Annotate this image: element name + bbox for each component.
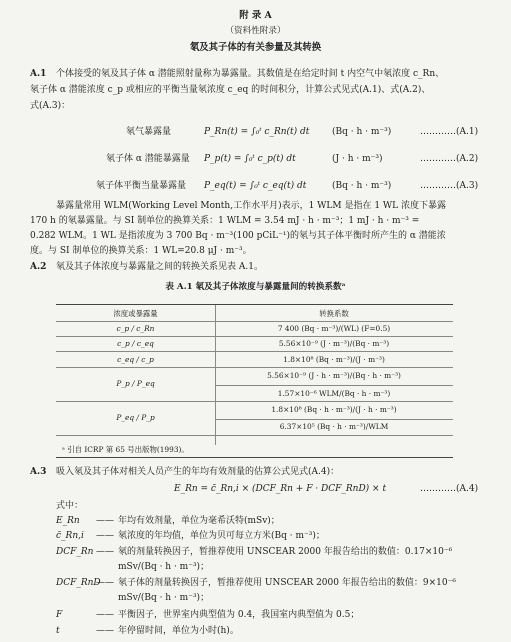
- def-symbol: DCF_RnD: [56, 578, 101, 588]
- def-text-continued: mSv/(Bq · h · m⁻³)；: [118, 562, 210, 572]
- table-divider: [56, 351, 453, 352]
- table-divider: [56, 321, 453, 322]
- section-a3-text: 吸入氡及其子体对相关人员产生的年均有效剂量的估算公式见式(A.4)：: [56, 467, 340, 477]
- def-symbol: t: [56, 626, 60, 636]
- table-cell: 7 400 (Bq · m⁻³)/(WL) (F=0.5): [277, 324, 391, 333]
- wlm-line: 度。与 SI 制单位的换算关系：1 WL=20.8 μJ · m⁻³。: [30, 246, 252, 256]
- formula-a4-expression: E_Rn = c̄_Rn,i × (DCF_Rn + F · DCF_RnD) × t: [174, 484, 387, 494]
- wlm-line: 0.282 WLM。1 WL 是指浓度为 3 700 Bq · m⁻³(100 pCiL⁻¹)的氡与其子体平衡时所产生的 α 潜能浓: [30, 231, 446, 241]
- section-a1-line: 个体接受的氡及其子体 α 潜能照射量称为暴露量。其数值是在给定时间 t 内空气中氡浓度 c_Rn、: [56, 69, 445, 79]
- table-cell: 5.56×10⁻⁹ (J · h · m⁻³)/(Bq · h · m⁻³): [267, 371, 401, 380]
- table-cell: 1.8×10⁸ (Bq · m⁻³)/(J · m⁻³): [283, 355, 385, 364]
- table-divider: [56, 401, 453, 402]
- table-divider: [56, 435, 453, 436]
- table-cell: 5.56×10⁻⁹ (J · m⁻³)/(Bq · m⁻³): [278, 339, 390, 348]
- section-a3-number: A.3: [30, 467, 47, 477]
- def-symbol: E_Rn: [56, 516, 80, 526]
- formula-number: …………(A.1): [420, 127, 479, 137]
- table-row-label: P_p / P_eq: [116, 379, 155, 388]
- def-text: 平衡因子，世界室内典型值为 0.4，我国室内典型值为 0.5；: [118, 610, 360, 620]
- appendix-label: 附 录 A: [239, 10, 272, 21]
- where-label: 式中：: [56, 501, 84, 511]
- formula-label: 氡气暴露量: [126, 127, 172, 137]
- def-symbol: c̄_Rn,i: [56, 531, 84, 541]
- table-caption: 表 A.1 氡及其子体浓度与暴露量间的转换系数ᵃ: [165, 282, 346, 292]
- def-text: 年停留时间，单位为小时(h)。: [118, 626, 239, 636]
- table-row-label: c_p / c_Rn: [116, 324, 155, 333]
- formula-a4-number: …………(A.4): [420, 484, 479, 494]
- formula-unit: (J · h · m⁻³): [332, 154, 383, 164]
- conversion-table: [56, 304, 453, 458]
- def-dash: ——: [96, 578, 114, 588]
- def-text-continued: mSv/(Bq · h · m⁻³)；: [118, 593, 210, 603]
- section-a2-text: 氡及其子体浓度与暴露量之间的转换关系见表 A.1。: [56, 262, 263, 272]
- def-dash: ——: [96, 610, 114, 620]
- table-footnote: ᵃ 引自 ICRP 第 65 号出版物(1993)。: [62, 445, 189, 454]
- table-divider: [56, 367, 453, 368]
- def-text: 氡子体的剂量转换因子，暂推荐使用 UNSCEAR 2000 年报告给出的数值：9×10⁻⁶: [118, 578, 456, 588]
- table-cell: 1.57×10⁻⁶ WLM/(Bq · h · m⁻³): [277, 389, 391, 398]
- def-text: 年均有效剂量，单位为毫希沃特(mSv)；: [118, 516, 280, 526]
- appendix-title: 氡及其子体的有关参量及其转换: [189, 42, 322, 53]
- table-row-label: c_p / c_eq: [117, 339, 154, 348]
- def-dash: ——: [96, 547, 114, 557]
- table-cell: 1.8×10⁸ (Bq · h · m⁻³)/(J · h · m⁻³): [271, 405, 397, 414]
- table-divider: [56, 336, 453, 337]
- def-dash: ——: [96, 531, 114, 541]
- section-a1-line: 式(A.3)：: [30, 101, 71, 111]
- formula-number: …………(A.2): [420, 154, 479, 164]
- section-a1-number: A.1: [30, 69, 47, 79]
- table-row-label: P_eq / P_p: [116, 413, 155, 422]
- formula-expression: P_Rn(t) = ∫₀ᵗ c_Rn(t) dt: [204, 127, 310, 137]
- wlm-line: 暴露量常用 WLM(Working Level Month,工作水平月)表示，1 WLM 是指在 1 WL 浓度下暴露: [56, 201, 447, 211]
- formula-unit: (Bq · h · m⁻³): [332, 181, 392, 191]
- table-divider: [215, 385, 453, 386]
- appendix-type: （资料性附录）: [225, 26, 286, 36]
- def-dash: ——: [96, 516, 114, 526]
- wlm-line: 170 h 的氡暴露量。与 SI 制单位的换算关系：1 WLM = 3.54 mJ · h · m⁻³；1 mJ · h · m⁻³ =: [30, 216, 420, 226]
- formula-label: 氡子体平衡当量暴露量: [96, 181, 187, 191]
- def-text: 氡浓度的年均值，单位为贝可每立方米(Bq · m⁻³)；: [118, 531, 325, 541]
- formula-expression: P_p(t) = ∫₀ᵗ c_p(t) dt: [204, 154, 296, 164]
- table-header-cell: 浓度或暴露量: [113, 309, 158, 318]
- section-a1-line: 氡子体 α 潜能浓度 c_p 或相应的平衡当量氡浓度 c_eq 的时间积分，计算公式见式(A.1)、式(A.2)、: [30, 85, 431, 95]
- table-row-label: c_eq / c_p: [117, 355, 154, 364]
- table-header-cell: 转换系数: [319, 309, 349, 318]
- def-symbol: F: [56, 610, 63, 620]
- def-symbol: DCF_Rn: [56, 547, 94, 557]
- section-a2-number: A.2: [30, 262, 47, 272]
- table-divider: [215, 419, 453, 420]
- formula-expression: P_eq(t) = ∫₀ᵗ c_eq(t) dt: [204, 181, 307, 191]
- def-dash: ——: [96, 626, 114, 636]
- formula-unit: (Bq · h · m⁻³): [332, 127, 392, 137]
- def-text: 氡的剂量转换因子，暂推荐使用 UNSCEAR 2000 年报告给出的数值：0.17×10⁻⁶: [118, 547, 453, 557]
- formula-number: …………(A.3): [420, 181, 479, 191]
- formula-label: 氡子体 α 潜能暴露量: [106, 154, 190, 164]
- table-cell: 6.37×10⁵ (Bq · h · m⁻³)/WLM: [279, 422, 389, 431]
